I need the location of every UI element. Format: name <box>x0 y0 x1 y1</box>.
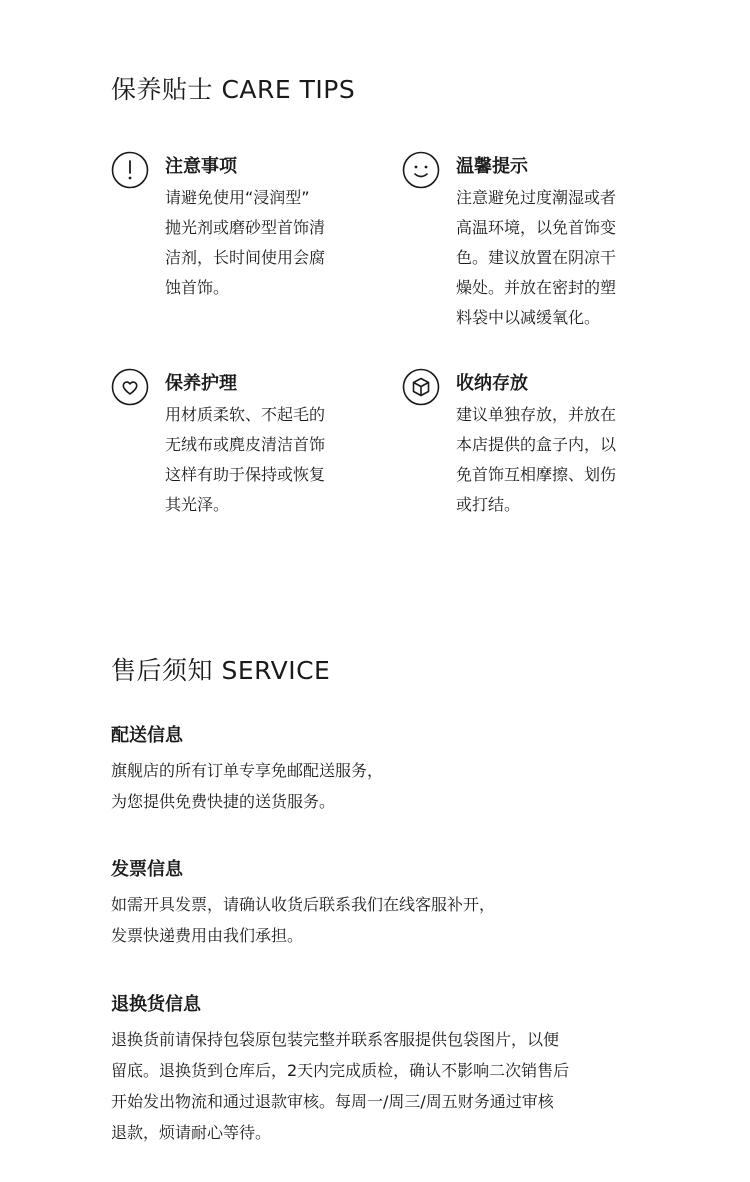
tip-line: 料袋中以减缓氧化。 <box>456 308 601 327</box>
tip-line: 无绒布或麂皮清洁首饰 <box>165 435 326 454</box>
tip-line: 建议单独存放，并放在 <box>456 405 617 424</box>
service-invoice <box>111 857 671 951</box>
tip-line: 洁剂，长时间使用会腐 <box>165 248 326 267</box>
service-line: 退款，烦请耐心等待。 <box>111 1123 272 1142</box>
tip-line: 本店提供的盒子内，以 <box>456 435 617 454</box>
tip-title: 温馨提示 <box>456 156 528 177</box>
tip-body <box>456 400 646 520</box>
service-item-body <box>111 889 671 951</box>
tip-line: 用材质柔软、不起毛的 <box>165 405 326 424</box>
tip-body <box>165 183 355 303</box>
box-circle-icon <box>402 368 440 406</box>
tip-line: 注意避免过度潮湿或者 <box>456 188 617 207</box>
service-item-body <box>111 1024 671 1148</box>
tip-line: 抛光剂或磨砂型首饰清 <box>165 218 326 237</box>
service-item-title: 退换货信息 <box>111 994 201 1015</box>
service-item-title: 配送信息 <box>111 725 183 746</box>
tip-body <box>456 183 646 333</box>
tip-line: 高温环境，以免首饰变 <box>456 218 617 237</box>
service-item-body <box>111 755 671 817</box>
tip-line: 色。建议放置在阴凉干 <box>456 248 617 267</box>
service-title: 售后须知 SERVICE <box>111 656 331 685</box>
tip-line: 蚀首饰。 <box>165 278 230 297</box>
smiley-face-icon <box>402 151 440 189</box>
tip-line: 或打结。 <box>456 495 521 514</box>
service-line: 开始发出物流和通过退款审核。每周一/周三/周五财务通过审核 <box>111 1092 554 1111</box>
tip-title: 保养护理 <box>165 373 237 394</box>
service-line: 留底。退换货到仓库后，2天内完成质检，确认不影响二次销售后 <box>111 1061 570 1080</box>
tip-line: 这样有助于保持或恢复 <box>165 465 326 484</box>
heart-circle-icon <box>111 368 149 406</box>
service-line: 退换货前请保持包袋原包装完整并联系客服提供包袋图片，以便 <box>111 1030 560 1049</box>
tip-line: 燥处。并放在密封的塑 <box>456 278 617 297</box>
service-line: 旗舰店的所有订单专享免邮配送服务， <box>111 761 384 780</box>
service-item-title: 发票信息 <box>111 859 183 880</box>
service-line: 发票快递费用由我们承担。 <box>111 926 304 945</box>
service-delivery <box>111 723 671 817</box>
care-tips-title: 保养贴士 CARE TIPS <box>111 75 356 104</box>
service-returns <box>111 992 671 1148</box>
service-line: 为您提供免费快捷的送货服务。 <box>111 792 336 811</box>
exclamation-circle-icon <box>111 151 149 189</box>
tip-line: 免首饰互相摩擦、划伤 <box>456 465 617 484</box>
tip-line: 请避免使用“浸润型” <box>165 188 310 207</box>
service-line: 如需开具发票，请确认收货后联系我们在线客服补开， <box>111 895 496 914</box>
tip-title: 收纳存放 <box>456 373 528 394</box>
tip-body <box>165 400 355 520</box>
tip-title: 注意事项 <box>165 156 237 177</box>
tip-line: 其光泽。 <box>165 495 230 514</box>
